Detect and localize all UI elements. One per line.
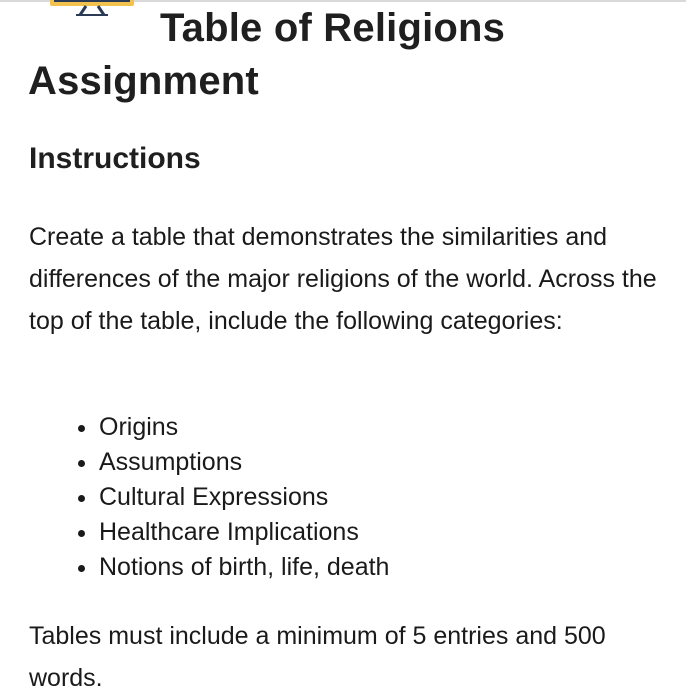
list-item: • Healthcare Implications bbox=[99, 515, 389, 550]
page-title: Table of Religions Assignment bbox=[28, 6, 506, 103]
list-item: • Cultural Expressions bbox=[99, 480, 389, 515]
section-heading: Instructions bbox=[29, 142, 201, 175]
list-item: • Assumptions bbox=[99, 445, 389, 480]
category-list bbox=[29, 410, 389, 585]
list-item: • Origins bbox=[99, 410, 389, 445]
requirement-paragraph: Tables must include a minimum of 5 entries and 500 words. bbox=[29, 622, 606, 692]
instructions-paragraph: Create a table that demonstrates the similarities and differences of the major religions of the world. Across the top of the table, include the following categories: bbox=[29, 223, 657, 335]
list-item: • Notions of birth, life, death bbox=[99, 550, 389, 585]
